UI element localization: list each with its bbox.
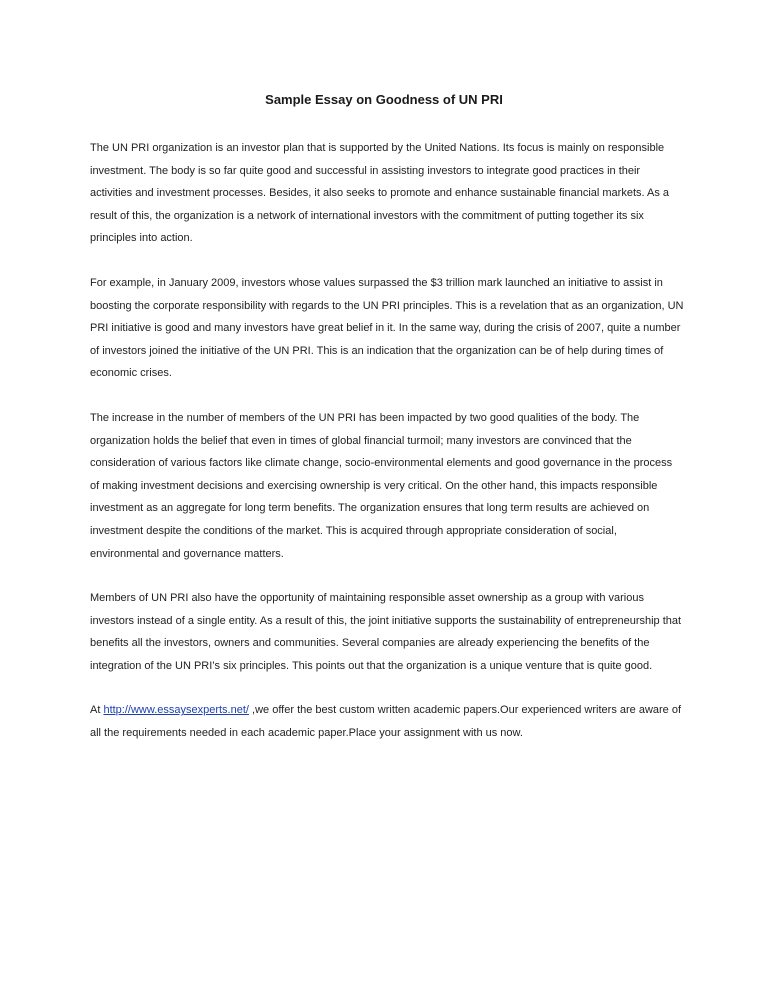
closing-prefix: At [90, 704, 104, 717]
essay-paragraph-3: The increase in the number of members of the UN PRI has been impacted by two good qualities of the body. The organization holds the belief that even in times of global financial turmoil; many investors are convinced that the consideration of various factors like climate change, socio-environmental elements and good governance in the process of making investment decisions and exercising ownership is very critical. On the other hand, this impacts responsible investment as an aggregate for long term benefits. The organization ensures that long term results are achieved on investment despite the conditions of the market. This is acquired through appropriate consideration of social, environmental and governance matters. [90, 411, 673, 560]
essay-title: Sample Essay on Goodness of UN PRI [265, 92, 503, 107]
closing-suffix: ,we offer the best custom written academic papers.Our experienced writers are aware of all the requirements needed in each academic paper.Place your assignment with us now. [90, 704, 682, 740]
closing-paragraph [90, 699, 684, 744]
essay-paragraph-4: Members of UN PRI also have the opportunity of maintaining responsible asset ownership as a group with various investors instead of a single entity. As a result of this, the joint initiative supports the sustainability of entrepreneurship that benefits all the investors, owners and communities. Several companies are already experiencing the benefits of the integration of the UN PRI’s six principles. This points out that the organization is a unique venture that is quite good. [90, 592, 682, 672]
essaysexperts-link[interactable]: http://www.essaysexperts.net/ [103, 704, 249, 717]
essay-paragraph-2: For example, in January 2009, investors whose values surpassed the $3 trillion mark launched an initiative to assist in boosting the corporate responsibility with regards to the UN PRI principles. This is a revelation that as an organization, UN PRI initiative is good and many investors have great belief in it. In the same way, during the crisis of 2007, quite a number of investors joined the initiative of the UN PRI. This is an indication that the organization can be of help during times of economic crises. [90, 276, 684, 380]
essay-paragraph-1: The UN PRI organization is an investor plan that is supported by the United Nations. Its focus is mainly on responsible investment. The body is so far quite good and successful in assisting investors to integrate good practices in their activities and investment processes. Besides, it also seeks to promote and enhance sustainable financial markets. As a result of this, the organization is a network of international investors with the commitment of putting together its six principles into action. [90, 142, 670, 245]
essay-body [90, 137, 684, 767]
